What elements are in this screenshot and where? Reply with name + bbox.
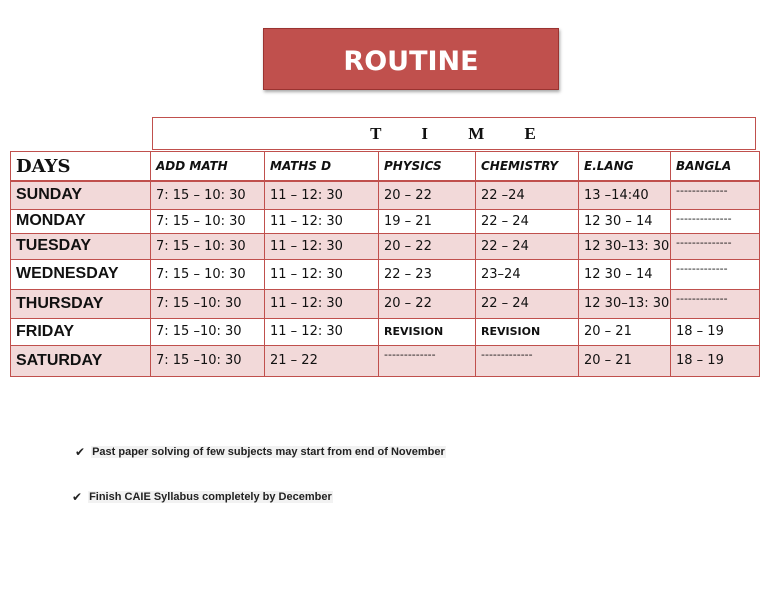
time-cell: ------------- xyxy=(671,289,760,318)
time-cell: 22 – 24 xyxy=(476,233,579,259)
day-cell: THURSDAY xyxy=(11,289,151,318)
time-cell: 7: 15 –10: 30 xyxy=(151,289,265,318)
time-cell: 18 – 19 xyxy=(671,345,760,376)
time-cell: 12 30–13: 30 xyxy=(579,233,671,259)
time-header-box xyxy=(152,117,756,150)
time-cell: 7: 15 –10: 30 xyxy=(151,318,265,345)
page-title: ROUTINE xyxy=(343,45,479,77)
time-cell: 20 – 22 xyxy=(379,289,476,318)
time-cell: 22 – 23 xyxy=(379,259,476,289)
time-header-label: T I M E xyxy=(370,123,538,143)
table-row xyxy=(11,259,760,289)
day-cell: SUNDAY xyxy=(11,181,151,209)
header-physics: PHYSICS xyxy=(379,152,476,182)
time-cell: -------------- xyxy=(671,233,760,259)
time-cell: 11 – 12: 30 xyxy=(265,259,379,289)
header-add-math: ADD MATH xyxy=(151,152,265,182)
time-cell: ------------- xyxy=(379,345,476,376)
time-cell: ------------- xyxy=(476,345,579,376)
time-cell: 20 – 21 xyxy=(579,345,671,376)
time-cell: ------------- xyxy=(671,259,760,289)
table-row xyxy=(11,233,760,259)
table-row xyxy=(11,318,760,345)
time-cell: 12 30–13: 30 xyxy=(579,289,671,318)
table-row xyxy=(11,181,760,209)
time-cell: 7: 15 – 10: 30 xyxy=(151,209,265,233)
header-chemistry: CHEMISTRY xyxy=(476,152,579,182)
time-cell: ------------- xyxy=(671,181,760,209)
check-icon: ✔ xyxy=(72,490,83,504)
header-bangla: BANGLA xyxy=(671,152,760,182)
time-cell: 7: 15 –10: 30 xyxy=(151,345,265,376)
table-row xyxy=(11,209,760,233)
day-cell: MONDAY xyxy=(11,209,151,233)
time-cell: 11 – 12: 30 xyxy=(265,289,379,318)
time-cell: 20 – 22 xyxy=(379,233,476,259)
time-cell: REVISION xyxy=(476,318,579,345)
time-cell: 11 – 12: 30 xyxy=(265,181,379,209)
time-cell: 22 –24 xyxy=(476,181,579,209)
time-cell: 11 – 12: 30 xyxy=(265,209,379,233)
day-cell: TUESDAY xyxy=(11,233,151,259)
time-cell: 20 – 21 xyxy=(579,318,671,345)
check-icon: ✔ xyxy=(75,445,86,459)
table-row xyxy=(11,289,760,318)
day-cell: FRIDAY xyxy=(11,318,151,345)
time-cell: 19 – 21 xyxy=(379,209,476,233)
note-text: Past paper solving of few subjects may start from end of November xyxy=(92,446,445,458)
time-cell: REVISION xyxy=(379,318,476,345)
time-cell: 11 – 12: 30 xyxy=(265,318,379,345)
note-text: Finish CAIE Syllabus completely by December xyxy=(89,491,332,503)
time-cell: 21 – 22 xyxy=(265,345,379,376)
time-cell: 22 – 24 xyxy=(476,209,579,233)
time-cell: 12 30 – 14 xyxy=(579,259,671,289)
note-item xyxy=(75,445,446,459)
header-row xyxy=(11,152,760,182)
routine-table xyxy=(10,151,760,377)
time-cell: 12 30 – 14 xyxy=(579,209,671,233)
table-row xyxy=(11,345,760,376)
time-cell: 18 – 19 xyxy=(671,318,760,345)
header-days: DAYS xyxy=(11,152,151,182)
day-cell: SATURDAY xyxy=(11,345,151,376)
time-cell: 23–24 xyxy=(476,259,579,289)
title-banner xyxy=(263,28,559,90)
day-cell: WEDNESDAY xyxy=(11,259,151,289)
time-cell: 7: 15 – 10: 30 xyxy=(151,233,265,259)
header-maths-d: MATHS D xyxy=(265,152,379,182)
time-cell: 7: 15 – 10: 30 xyxy=(151,181,265,209)
time-cell: 13 –14:40 xyxy=(579,181,671,209)
header-e-lang: E.LANG xyxy=(579,152,671,182)
time-cell: 20 – 22 xyxy=(379,181,476,209)
time-cell: 7: 15 – 10: 30 xyxy=(151,259,265,289)
time-cell: -------------- xyxy=(671,209,760,233)
time-cell: 22 – 24 xyxy=(476,289,579,318)
time-cell: 11 – 12: 30 xyxy=(265,233,379,259)
note-item xyxy=(72,490,333,504)
